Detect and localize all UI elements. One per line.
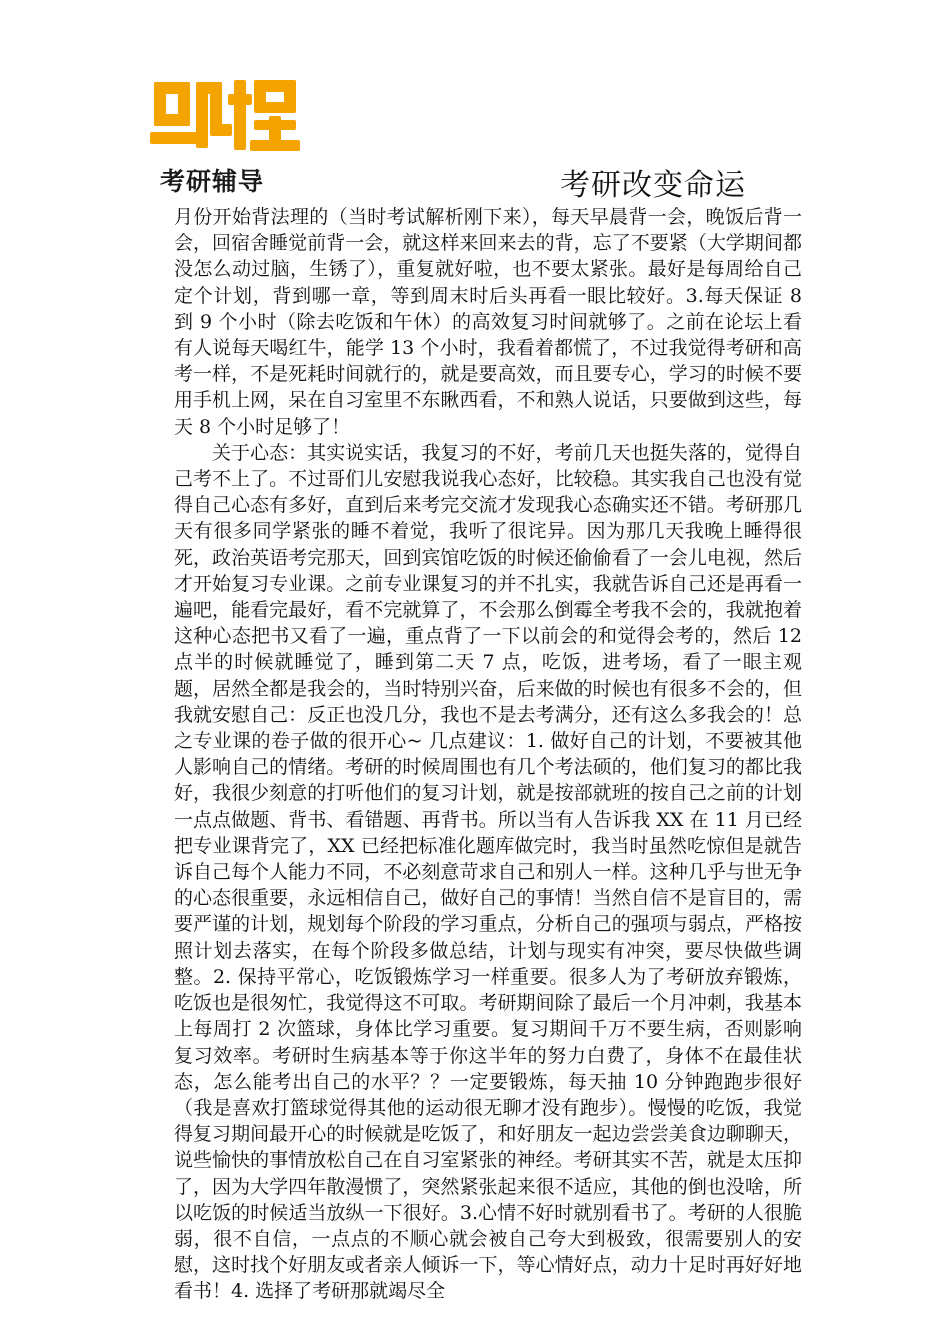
logo-subtitle: 考研辅导 — [160, 167, 265, 196]
header-slogan: 考研改变命运 — [560, 168, 746, 203]
brand-logo — [150, 76, 300, 200]
paragraph-2: 关于心态：其实说实话，我复习的不好，考前几天也挺失落的，觉得自己考不上了。不过哥们儿安慰我说我心态好，比较稳。其实我自己也没有觉得自己心态有多好，直到后来考完交流才发现我心态确实还不错。考研那几天有很多同学紧张的睡不着觉，我听了很诧异。因为那几天我晚上睡得很死，政治英语考完那天，回到宾馆吃饭的时候还偷偷看了一会儿电视，然后才开始复习专业课。之前专业课复习的并不扎实，我就告诉自己还是再看一遍吧，能看完最好，看不完就算了，不会那么倒霉全考我不会的，我就抱着这种心态把书又看了一遍，重点背了一下以前会的和觉得会考的，然后 12 点半的时候就睡觉了，睡到第二天 7 点，吃饭，进考场，看了一眼主观题，居然全都是我会的，当时特别兴奋，后来做的时候也有很多不会的，但我就安慰自己：反正也没几分，我也不是去考满分，还有这么多我会的！总之专业课的卷子做的很开心~ 几点建议：1. 做好自己的计划，不要被其他人影响自己的情绪。考研的时候周围也有几个考法硕的，他们复习的都比我好，我很少刻意的打听他们的复习计划，就是按部就班的按自己之前的计划一点点做题、背书、看错题、再背书。所以当有人告诉我 XX 在 11 月已经把专业课背完了，XX 已经把标准化题库做完时，我当时虽然吃惊但是就告诉自己每个人能力不同，不必刻意苛求自己和别人一样。这种几乎与世无争的心态很重要，永远相信自己，做好自己的事情！当然自信不是盲目的，需要严谨的计划，规划每个阶段的学习重点，分析自己的强项与弱点，严格按照计划去落实，在每个阶段多做总结，计划与现实有冲突，要尽快做些调整。2. 保持平常心，吃饭锻炼学习一样重要。很多人为了考研放弃锻炼，吃饭也是很匆忙，我觉得这不可取。考研期间除了最后一个月冲刺，我基本上每周打 2 次篮球，身体比学习重要。复习期间千万不要生病，否则影响复习效率。考研时生病基本等于你这半年的努力白费了，身体不在最佳状态，怎么能考出自己的水平？？一定要锻炼，每天抽 10 分钟跑跑步很好（我是喜欢打篮球觉得其他的运动很无聊才没有跑步）。慢慢的吃饭，我觉得复习期间最开心的时候就是吃饭了，和好朋友一起边尝尝美食边聊聊天，说些愉快的事情放松自己在自习室紧张的神经。考研其实不苦，就是太压抑了，因为大学四年散漫惯了，突然紧张起来很不适应，其他的倒也没啥，所以吃饭的时候适当放纵一下很好。3.心情不好时就别看书了。考研的人很脆弱，很不自信，一点点的不顺心就会被自己夸大到极致，很需要别人的安慰，这时找个好朋友或者亲人倾诉一下，等心情好点，动力十足时再好好地看书！4. 选择了考研那就竭尽全 — [174, 441, 802, 1303]
kaicheng-logo-icon — [150, 76, 300, 156]
paragraph-1: 月份开始背法理的（当时考试解析刚下来），每天早晨背一会，晚饭后背一会，回宿舍睡觉前背一会，就这样来回来去的背，忘了不要紧（大学期间都没怎么动过脑，生锈了），重复就好啦，也不要太紧张。最好是每周给自己定个计划，背到哪一章，等到周末时后头再看一眼比较好。3.每天保证 8 到 9 个小时（除去吃饭和午休）的高效复习时间就够了。之前在论坛上看有人说每天喝红牛，能学 13 个小时，我看着都慌了，不过我觉得考研和高考一样，不是死耗时间就行的，就是要高效，而且要专心，学习的时候不要用手机上网，呆在自习室里不东瞅西看，不和熟人说话，只要做到这些，每天 8 个小时足够了！ — [174, 206, 802, 438]
article-body — [174, 204, 802, 1305]
